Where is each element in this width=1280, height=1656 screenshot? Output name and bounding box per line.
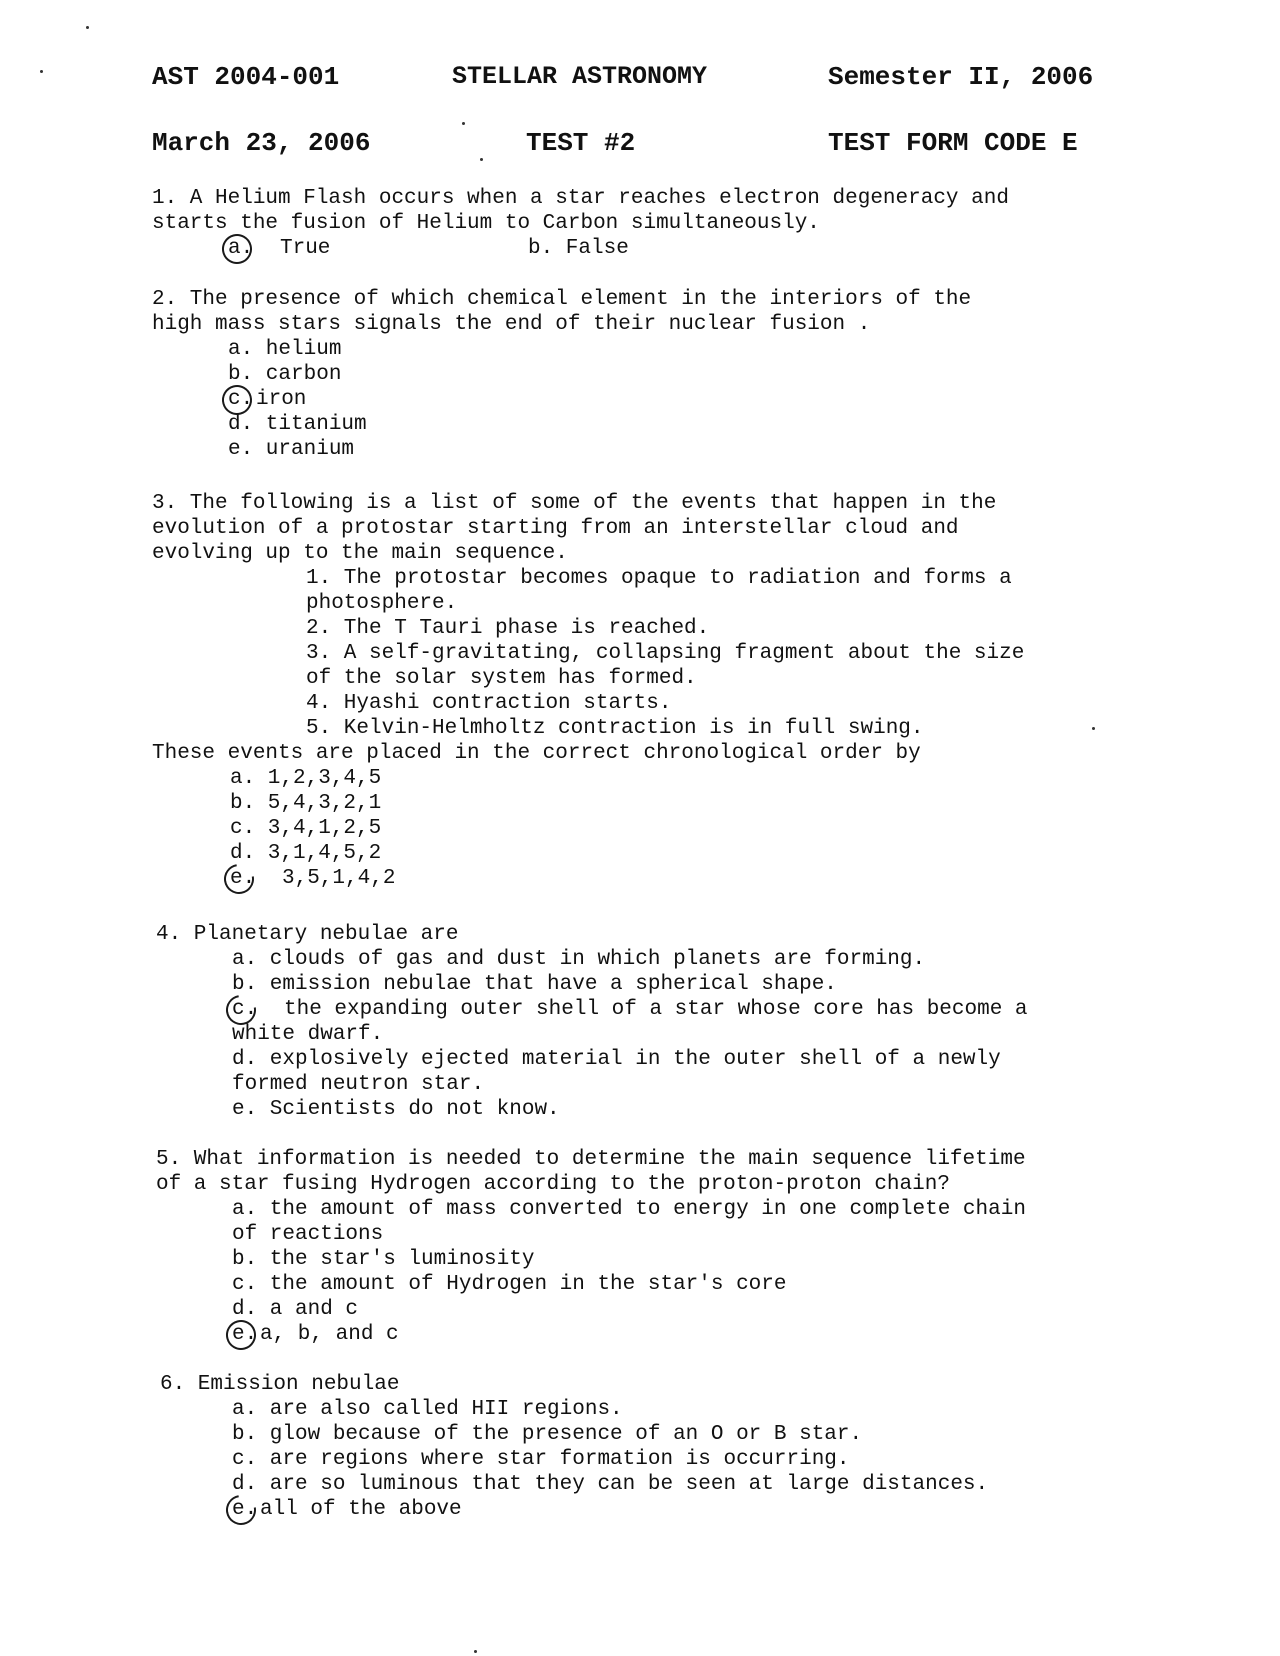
semester: Semester II, 2006 [828,62,1094,92]
answer-option-d: d. are so luminous that they can be seen at large distances. [232,1473,989,1496]
question-text: evolution of a protostar starting from an interstellar cloud and [152,517,959,540]
option-text: all of the above [260,1498,462,1521]
test-number: TEST #2 [526,128,636,158]
answer-option-b: b. carbon [228,363,342,386]
answer-option-e: e. Scientists do not know. [232,1098,560,1121]
question-text: 3. The following is a list of some of the events that happen in the [152,492,997,515]
answer-option-e [230,866,1024,891]
scan-speck [474,1650,477,1653]
event-item: photosphere. [306,592,458,615]
question-text: 2. The presence of which chemical element in the interiors of the [152,288,972,311]
answer-option-d: d. 3,1,4,5,2 [230,842,382,865]
question-text: starts the fusion of Helium to Carbon simultaneously. [152,212,820,235]
circled-answer-mark: e. [232,1322,260,1347]
answer-option-b: b. emission nebulae that have a spherical shape. [232,973,837,996]
event-item: 3. A self-gravitating, collapsing fragment about the size [306,642,1025,665]
circled-answer-mark: c. [228,387,256,412]
question-1 [152,186,1009,261]
scan-speck [1092,727,1095,730]
test-date: March 23, 2006 [152,128,371,158]
answer-option-c [228,387,971,412]
answer-option-e [232,1497,988,1522]
option-text-continued: white dwarf. [232,1023,384,1046]
question-text: high mass stars signals the end of their nuclear fusion . [152,313,871,336]
course-code: AST 2004-001 [152,62,340,92]
answer-option-c [232,997,1028,1022]
circled-answer-mark: c. [232,997,260,1022]
event-item: 1. The protostar becomes opaque to radiation and forms a [306,567,1012,590]
question-4 [156,922,1028,1122]
question-5 [156,1147,1026,1347]
option-text: 3,5,1,4,2 [282,867,396,890]
answer-option-a: a. 1,2,3,4,5 [230,767,382,790]
answer-option-b: b. False [528,237,629,260]
scan-speck [480,158,483,161]
course-title: STELLAR ASTRONOMY [452,62,708,91]
form-code: TEST FORM CODE E [828,128,1078,158]
event-item: of the solar system has formed. [306,667,697,690]
event-item: 2. The T Tauri phase is reached. [306,617,710,640]
answer-option-b: b. glow because of the presence of an O or B star. [232,1423,863,1446]
option-text: iron [256,388,307,411]
circled-answer-mark: a. [228,236,256,261]
answer-option-d: d. titanium [228,413,367,436]
answer-option-b: b. 5,4,3,2,1 [230,792,382,815]
question-text: evolving up to the main sequence. [152,542,568,565]
answer-option-a: a. the amount of mass converted to energy in one complete chain [232,1198,1026,1221]
question-text: of a star fusing Hydrogen according to the proton-proton chain? [156,1173,950,1196]
scan-speck [462,122,465,125]
answer-option-c: c. 3,4,1,2,5 [230,817,382,840]
answer-option-a [152,236,1009,261]
scan-speck [40,70,43,73]
option-text: True [280,237,331,260]
circled-answer-mark: e. [230,866,258,891]
answer-option-c: c. are regions where star formation is occurring. [232,1448,850,1471]
answer-option-a: a. clouds of gas and dust in which planets are forming. [232,948,926,971]
question-text: 1. A Helium Flash occurs when a star reaches electron degeneracy and [152,187,1009,210]
circled-answer-mark: e. [232,1497,260,1522]
answer-option-e [232,1322,1026,1347]
event-item: 5. Kelvin-Helmholtz contraction is in full swing. [306,717,924,740]
question-text: 5. What information is needed to determine the main sequence lifetime [156,1148,1026,1171]
answer-option-e: e. uranium [228,438,355,461]
event-item: 4. Hyashi contraction starts. [306,692,672,715]
answer-option-a: a. helium [228,338,342,361]
answer-option-b: b. the star's luminosity [232,1248,535,1271]
option-text-continued: of reactions [232,1223,384,1246]
scan-speck [86,26,89,29]
answer-option-d: d. a and c [232,1298,359,1321]
question-6 [160,1372,988,1522]
option-text: a, b, and c [260,1323,399,1346]
option-text-continued: formed neutron star. [232,1073,485,1096]
question-prompt: These events are placed in the correct chronological order by [152,742,921,765]
answer-option-c: c. the amount of Hydrogen in the star's core [232,1273,787,1296]
question-3 [152,491,1024,891]
option-text: the expanding outer shell of a star whose core has become a [284,998,1028,1021]
answer-option-d: d. explosively ejected material in the outer shell of a newly [232,1048,1001,1071]
question-text: 4. Planetary nebulae are [156,923,459,946]
question-text: 6. Emission nebulae [160,1373,400,1396]
answer-option-a: a. are also called HII regions. [232,1398,623,1421]
question-2 [152,287,971,462]
